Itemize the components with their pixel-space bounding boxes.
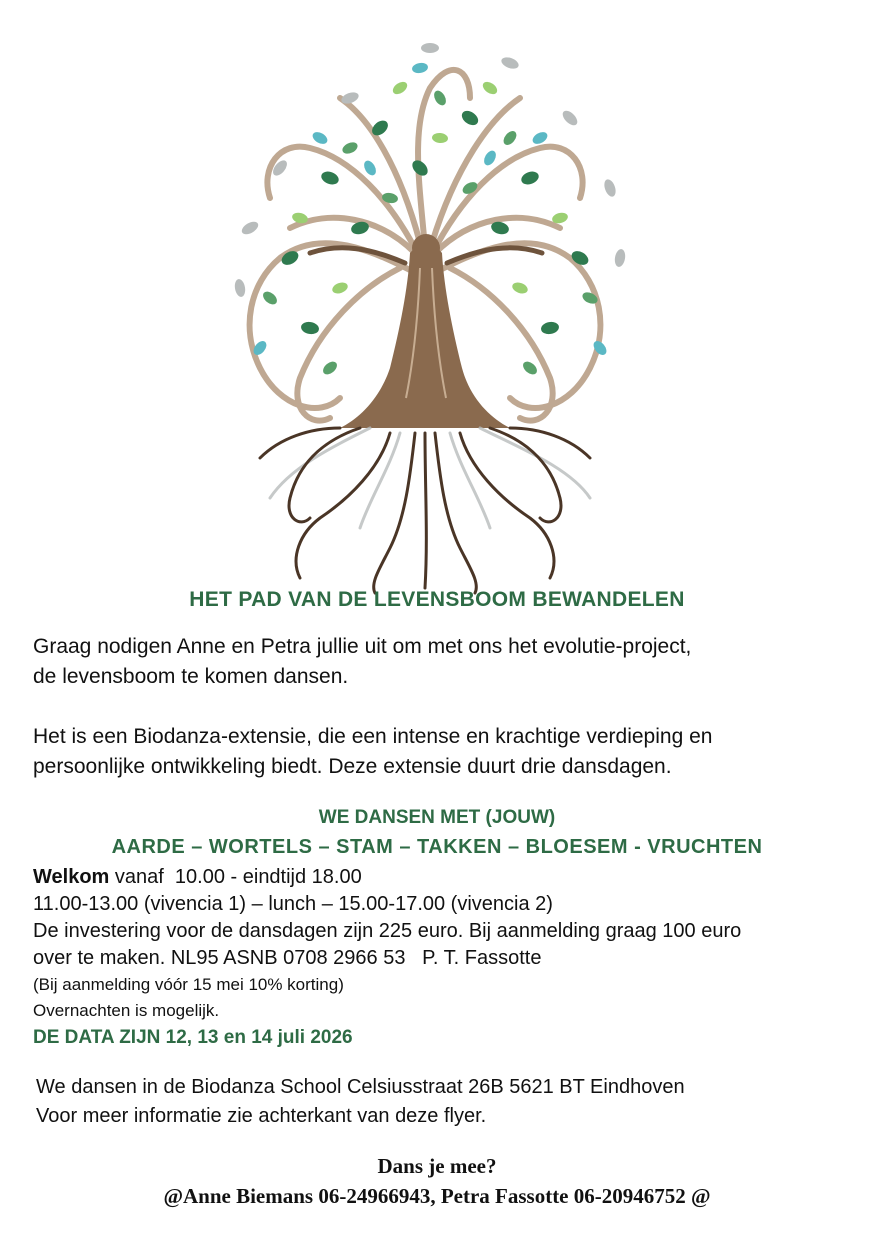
tree-of-life-illustration — [170, 28, 690, 598]
intro-paragraph — [33, 632, 863, 692]
dates-line: DE DATA ZIJN 12, 13 en 14 juli 2026 — [33, 1027, 353, 1048]
intro-line-1: Graag nodigen Anne en Petra jullie uit om met ons het evolutie-project, — [33, 635, 692, 658]
tree-roots — [260, 428, 590, 593]
dance-with-heading: WE DANSEN MET (JOUW) — [318, 807, 556, 828]
elements-heading: AARDE – WORTELS – STAM – TAKKEN – BLOESEM - VRUCHTEN — [111, 836, 763, 858]
discount-note: (Bij aanmelding vóór 15 mei 10% korting) — [33, 975, 344, 994]
location-line: We dansen in de Biodanza School Celsiusstraat 26B 5621 BT Eindhoven — [36, 1076, 685, 1098]
page-title: HET PAD VAN DE LEVENSBOOM BEWANDELEN — [189, 588, 685, 611]
extension-paragraph — [33, 722, 863, 782]
schedule-line: 11.00-13.00 (vivencia 1) – lunch – 15.00-17.00 (vivencia 2) — [33, 893, 553, 915]
welcome-line — [33, 864, 741, 891]
location-block — [36, 1073, 685, 1131]
details-block — [33, 864, 741, 1051]
contact-line: @Anne Biemans 06-24966943, Petra Fassotte 06-20946752 @ — [163, 1184, 711, 1208]
extension-line-1: Het is een Biodanza-extensie, die een intense en krachtige verdieping en — [33, 725, 713, 748]
investment-line-1: De investering voor de dansdagen zijn 225 euro. Bij aanmelding graag 100 euro — [33, 920, 742, 942]
welcome-time: vanaf 10.00 - eindtijd 18.00 — [109, 866, 362, 888]
investment-line-2: over te maken. NL95 ASNB 0708 2966 53 P. T. Fassotte — [33, 947, 542, 969]
more-info-line: Voor meer informatie zie achterkant van deze flyer. — [36, 1105, 487, 1127]
call-to-action: Dans je mee? — [377, 1154, 497, 1178]
welcome-label: Welkom — [33, 866, 110, 888]
extension-line-2: persoonlijke ontwikkeling biedt. Deze extensie duurt drie dansdagen. — [33, 755, 672, 778]
overnight-note: Overnachten is mogelijk. — [33, 1001, 220, 1020]
intro-line-2: de levensboom te komen dansen. — [33, 665, 349, 688]
